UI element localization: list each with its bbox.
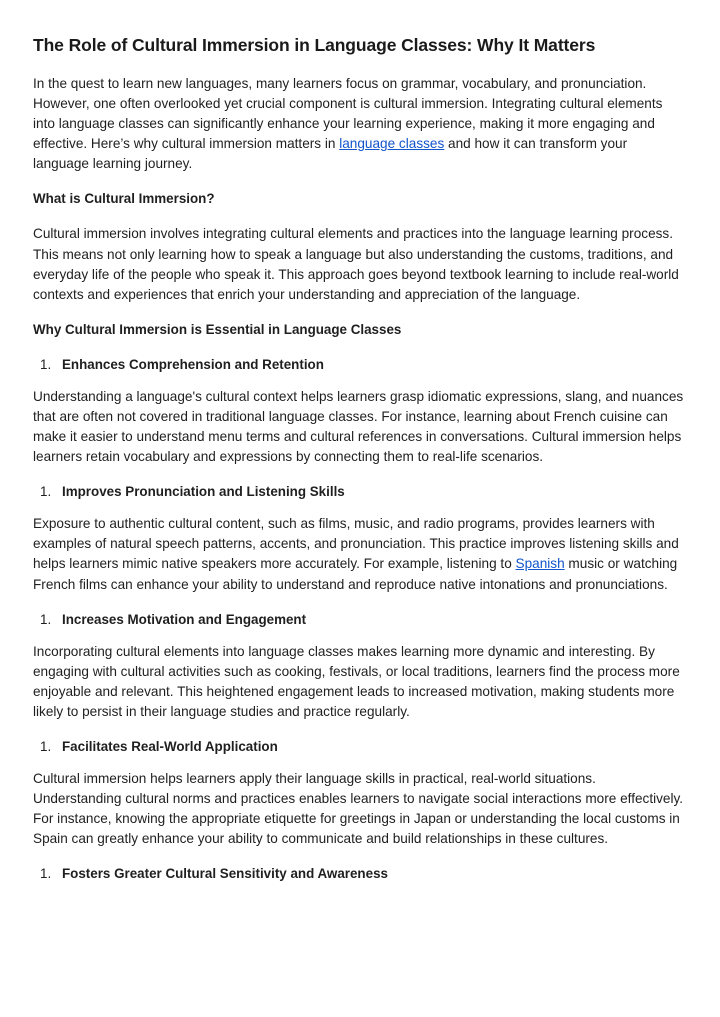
list-item-title: Improves Pronunciation and Listening Skills [62,484,345,500]
intro-paragraph [33,74,686,174]
language-classes-link[interactable]: language classes [339,136,445,152]
list-number: 1. [40,484,52,500]
list-item-title: Increases Motivation and Engagement [62,611,307,627]
spanish-link[interactable]: Spanish [515,556,565,572]
item-paragraph: Incorporating cultural elements into language classes makes learning more dynamic and interesting. By engaging with cultural activities such as cooking, festivals, or local traditions, learners find the process more enjoyable and relevant. This heightened engagement leads to increased motivation, making students more likely to persist in their language studies and practice regularly. [33,643,680,719]
list-item-title: Enhances Comprehension and Retention [62,356,324,372]
list-item-title: Fosters Greater Cultural Sensitivity and Awareness [62,866,388,882]
intro-text-before-link: In the quest to learn new languages, many learners focus on grammar, vocabulary, and pronunciation. However, one often overlooked yet crucial component is cultural immersion. Integrating cultural elements into language classes can significantly enhance your learning experience, making it more engaging and effective. Here’s why cultural immersion matters in [33,76,663,152]
list-item [33,355,686,375]
list-item [33,482,686,502]
item-text-after-link: music or watching French films can enhance your ability to understand and reproduce native intonations and pronunciations. [33,556,678,592]
list-item [33,610,686,630]
list-number: 1. [40,866,52,882]
why-heading: Why Cultural Immersion is Essential in Language Classes [33,321,402,337]
list-item [33,864,686,884]
item-paragraph: Cultural immersion helps learners apply their language skills in practical, real-world situations. Understanding cultural norms and practices enables learners to navigate social interactions more effectively. For instance, knowing the appropriate etiquette for greetings in Japan or understanding the local customs in Spain can greatly enhance your ability to communicate and build relationships in these cultures. [33,770,684,847]
list-number: 1. [40,356,52,372]
list-item-title: Facilitates Real-World Application [62,738,278,754]
list-item [33,737,686,757]
intro-text-after-link: and how it can transform your language learning journey. [33,136,628,172]
what-paragraph: Cultural immersion involves integrating cultural elements and practices into the language learning process. This means not only learning how to speak a language but also understanding the customs, traditions, and everyday life of the people who speak it. This approach goes beyond textbook learning to include real-world contexts and experiences that enrich your understanding and appreciation of the language. [33,226,679,302]
item-paragraph [33,514,686,594]
item-text-before-link: Exposure to authentic cultural content, such as films, music, and radio programs, provides learners with examples of natural speech patterns, accents, and pronunciation. This practice improves listening skills and helps learners mimic native speakers more accurately. For example, listening to [33,516,679,572]
list-number: 1. [40,738,52,754]
page-title: The Role of Cultural Immersion in Language Classes: Why It Matters [33,35,596,55]
list-number: 1. [40,611,52,627]
item-paragraph: Understanding a language's cultural context helps learners grasp idiomatic expressions, slang, and nuances that are often not covered in traditional language classes. For instance, learning about French cuisine can make it easier to understand menu terms and cultural references in conversations. Cultural immersion helps learners retain vocabulary and expressions by connecting them to real-life scenarios. [33,388,684,465]
what-heading: What is Cultural Immersion? [33,191,215,207]
